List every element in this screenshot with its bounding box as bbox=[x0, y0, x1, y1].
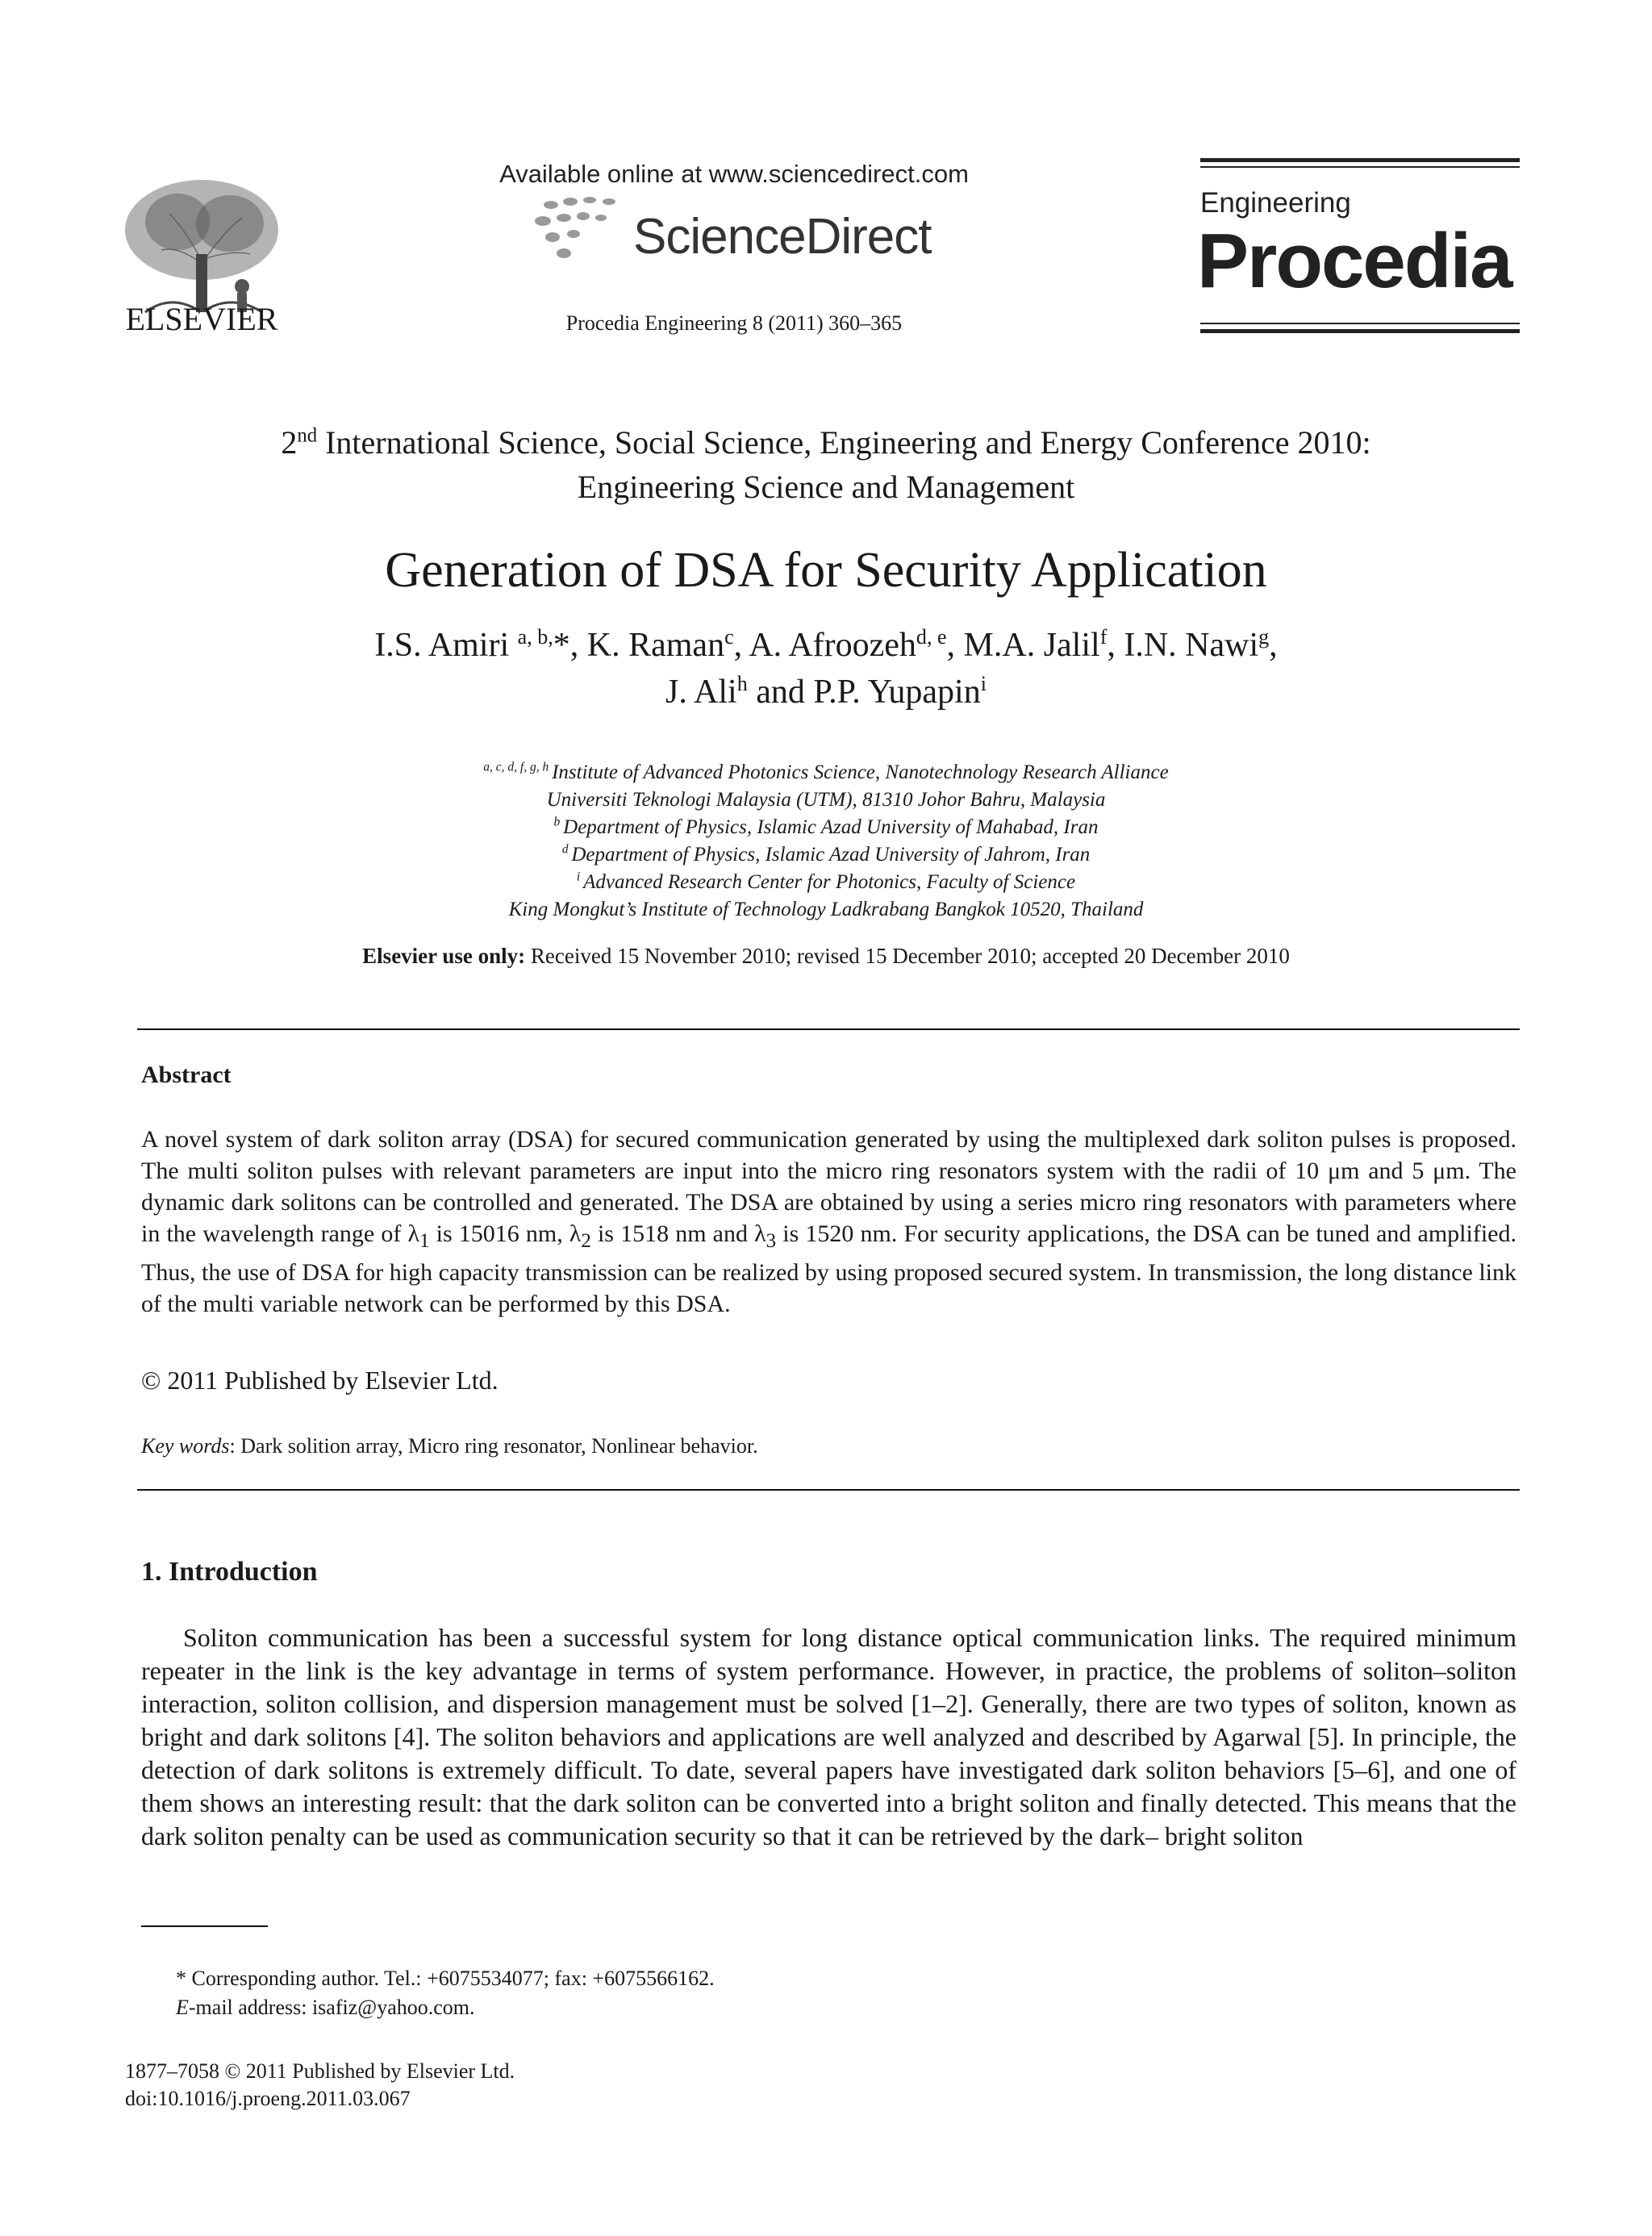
issn-line: 1877–7058 © 2011 Published by Elsevier Ltd. bbox=[125, 2059, 515, 2083]
keywords-line: Key words: Dark solition array, Micro ring resonator, Nonlinear behavior. bbox=[141, 1434, 758, 1458]
conference-line-1: 2nd International Science, Social Science, Engineering and Energy Conference 2010: bbox=[281, 424, 1371, 461]
author-line-2: J. Ali$^h$ and P.P. Yupapin$^i$ bbox=[665, 672, 987, 711]
received-dates: Elsevier use only: Received 15 November 2010; revised 15 December 2010; accepted 20 December 2010 bbox=[362, 944, 1290, 968]
email-footnote: E-mail address: isafiz@yahoo.com. bbox=[176, 1996, 475, 2019]
doi-line: doi:10.1016/j.proeng.2011.03.067 bbox=[125, 2087, 411, 2110]
affiliation-line: Universiti Teknologi Malaysia (UTM), 81310 Johor Bahru, Malaysia bbox=[546, 789, 1106, 811]
introduction-text: Soliton communication has been a successful system for long distance optical communication links. The required minimum repeater in the link is the key advantage in terms of system performance. However, in practice, the problems of soliton–soliton interaction, soliton collision, and dispersion management must be solved [1–2]. Generally, there are two types of soliton, known as bright and dark solitons [4]. The soliton behaviors and applications are well analyzed and described by Agarwal [5]. In principle, the detection of dark solitons is extremely difficult. To date, several papers have investigated dark soliton behaviors [5–6], and one of them shows an interesting result: that the dark soliton can be converted into a bright soliton and finally detected. This means that the dark soliton penalty can be used as communication security so that it can be retrieved by the dark– bright soliton bbox=[141, 1623, 1516, 1850]
sciencedirect-dots-icon bbox=[528, 194, 633, 266]
affiliation-line: $^{a, c, d, f, g, h}$ Institute of Advanced Photonics Science, Nanotechnology Research Alliance bbox=[483, 760, 1169, 783]
author-name: J. Ali bbox=[665, 674, 737, 711]
divider bbox=[137, 1028, 1520, 1030]
abstract-text: A novel system of dark soliton array (DSA) for secured communication generated by using the multiplexed dark soliton pulses is proposed. The multi soliton pulses with relevant parameters are input into the micro ring resonators system with the radii of 10 μm and 5 μm. The dynamic dark solitons can be controlled and generated. The DSA are obtained by using a series micro ring resonators with parameters where in the wavelength range of $\lambda_1$ is 15016 nm, $\lambda_2$ is 1518 nm and $\lambda_3$ is 1520 nm. For security applications, the DSA can be tuned and amplified. Thus, the use of DSA for high capacity transmission can be realized by using proposed secured system. In transmission, the long distance link of the multi variable network can be performed by this DSA. bbox=[141, 1126, 1516, 1317]
procedia-logo-title: Procedia bbox=[1197, 218, 1512, 304]
abstract-heading: Abstract bbox=[141, 1062, 232, 1088]
conference-line-2: Engineering Science and Management bbox=[577, 469, 1075, 505]
copyright-line: © 2011 Published by Elsevier Ltd. bbox=[141, 1366, 499, 1395]
elsevier-wordmark: ELSEVIER bbox=[125, 301, 278, 337]
author-name: P.P. Yupapin bbox=[813, 674, 981, 711]
section-heading-introduction: 1. Introduction bbox=[141, 1557, 318, 1587]
affiliation-line: $^d$ Department of Physics, Islamic Azad University of Jahrom, Iran bbox=[561, 842, 1091, 866]
affiliation-line: King Mongkut’s Institute of Technology Ladkrabang Bangkok 10520, Thailand bbox=[508, 899, 1144, 920]
author-name: A. Afroozeh bbox=[749, 627, 916, 664]
affiliation-line: $^i$ Advanced Research Center for Photonics, Faculty of Science bbox=[576, 870, 1076, 893]
author-name: I.N. Nawi bbox=[1124, 627, 1259, 664]
available-online-text: Available online at www.sciencedirect.com bbox=[499, 160, 969, 188]
journal-reference: Procedia Engineering 8 (2011) 360–365 bbox=[565, 311, 903, 335]
affiliation-line: $^b$ Department of Physics, Islamic Azad University of Mahabad, Iran bbox=[553, 815, 1099, 838]
sciencedirect-wordmark: ScienceDirect bbox=[633, 209, 932, 265]
author-name: K. Raman bbox=[586, 627, 725, 664]
footnote-divider bbox=[141, 1925, 268, 1927]
corresponding-author-footnote: * Corresponding author. Tel.: +6075534077; fax: +6075566162. bbox=[176, 1967, 715, 1990]
divider bbox=[137, 1489, 1520, 1491]
paper-title: Generation of DSA for Security Application bbox=[385, 543, 1267, 598]
author-line-1: I.S. Amiri $^{a, b,}$*, K. Raman$^c$, A. Afroozeh$^{d, e}$, M.A. Jalil$^f$, I.N. Nawi$^g$, bbox=[374, 625, 1278, 664]
author-name: M.A. Jalil bbox=[963, 627, 1100, 664]
procedia-logo-engineering: Engineering bbox=[1200, 187, 1351, 219]
author-name: I.S. Amiri bbox=[374, 627, 518, 664]
